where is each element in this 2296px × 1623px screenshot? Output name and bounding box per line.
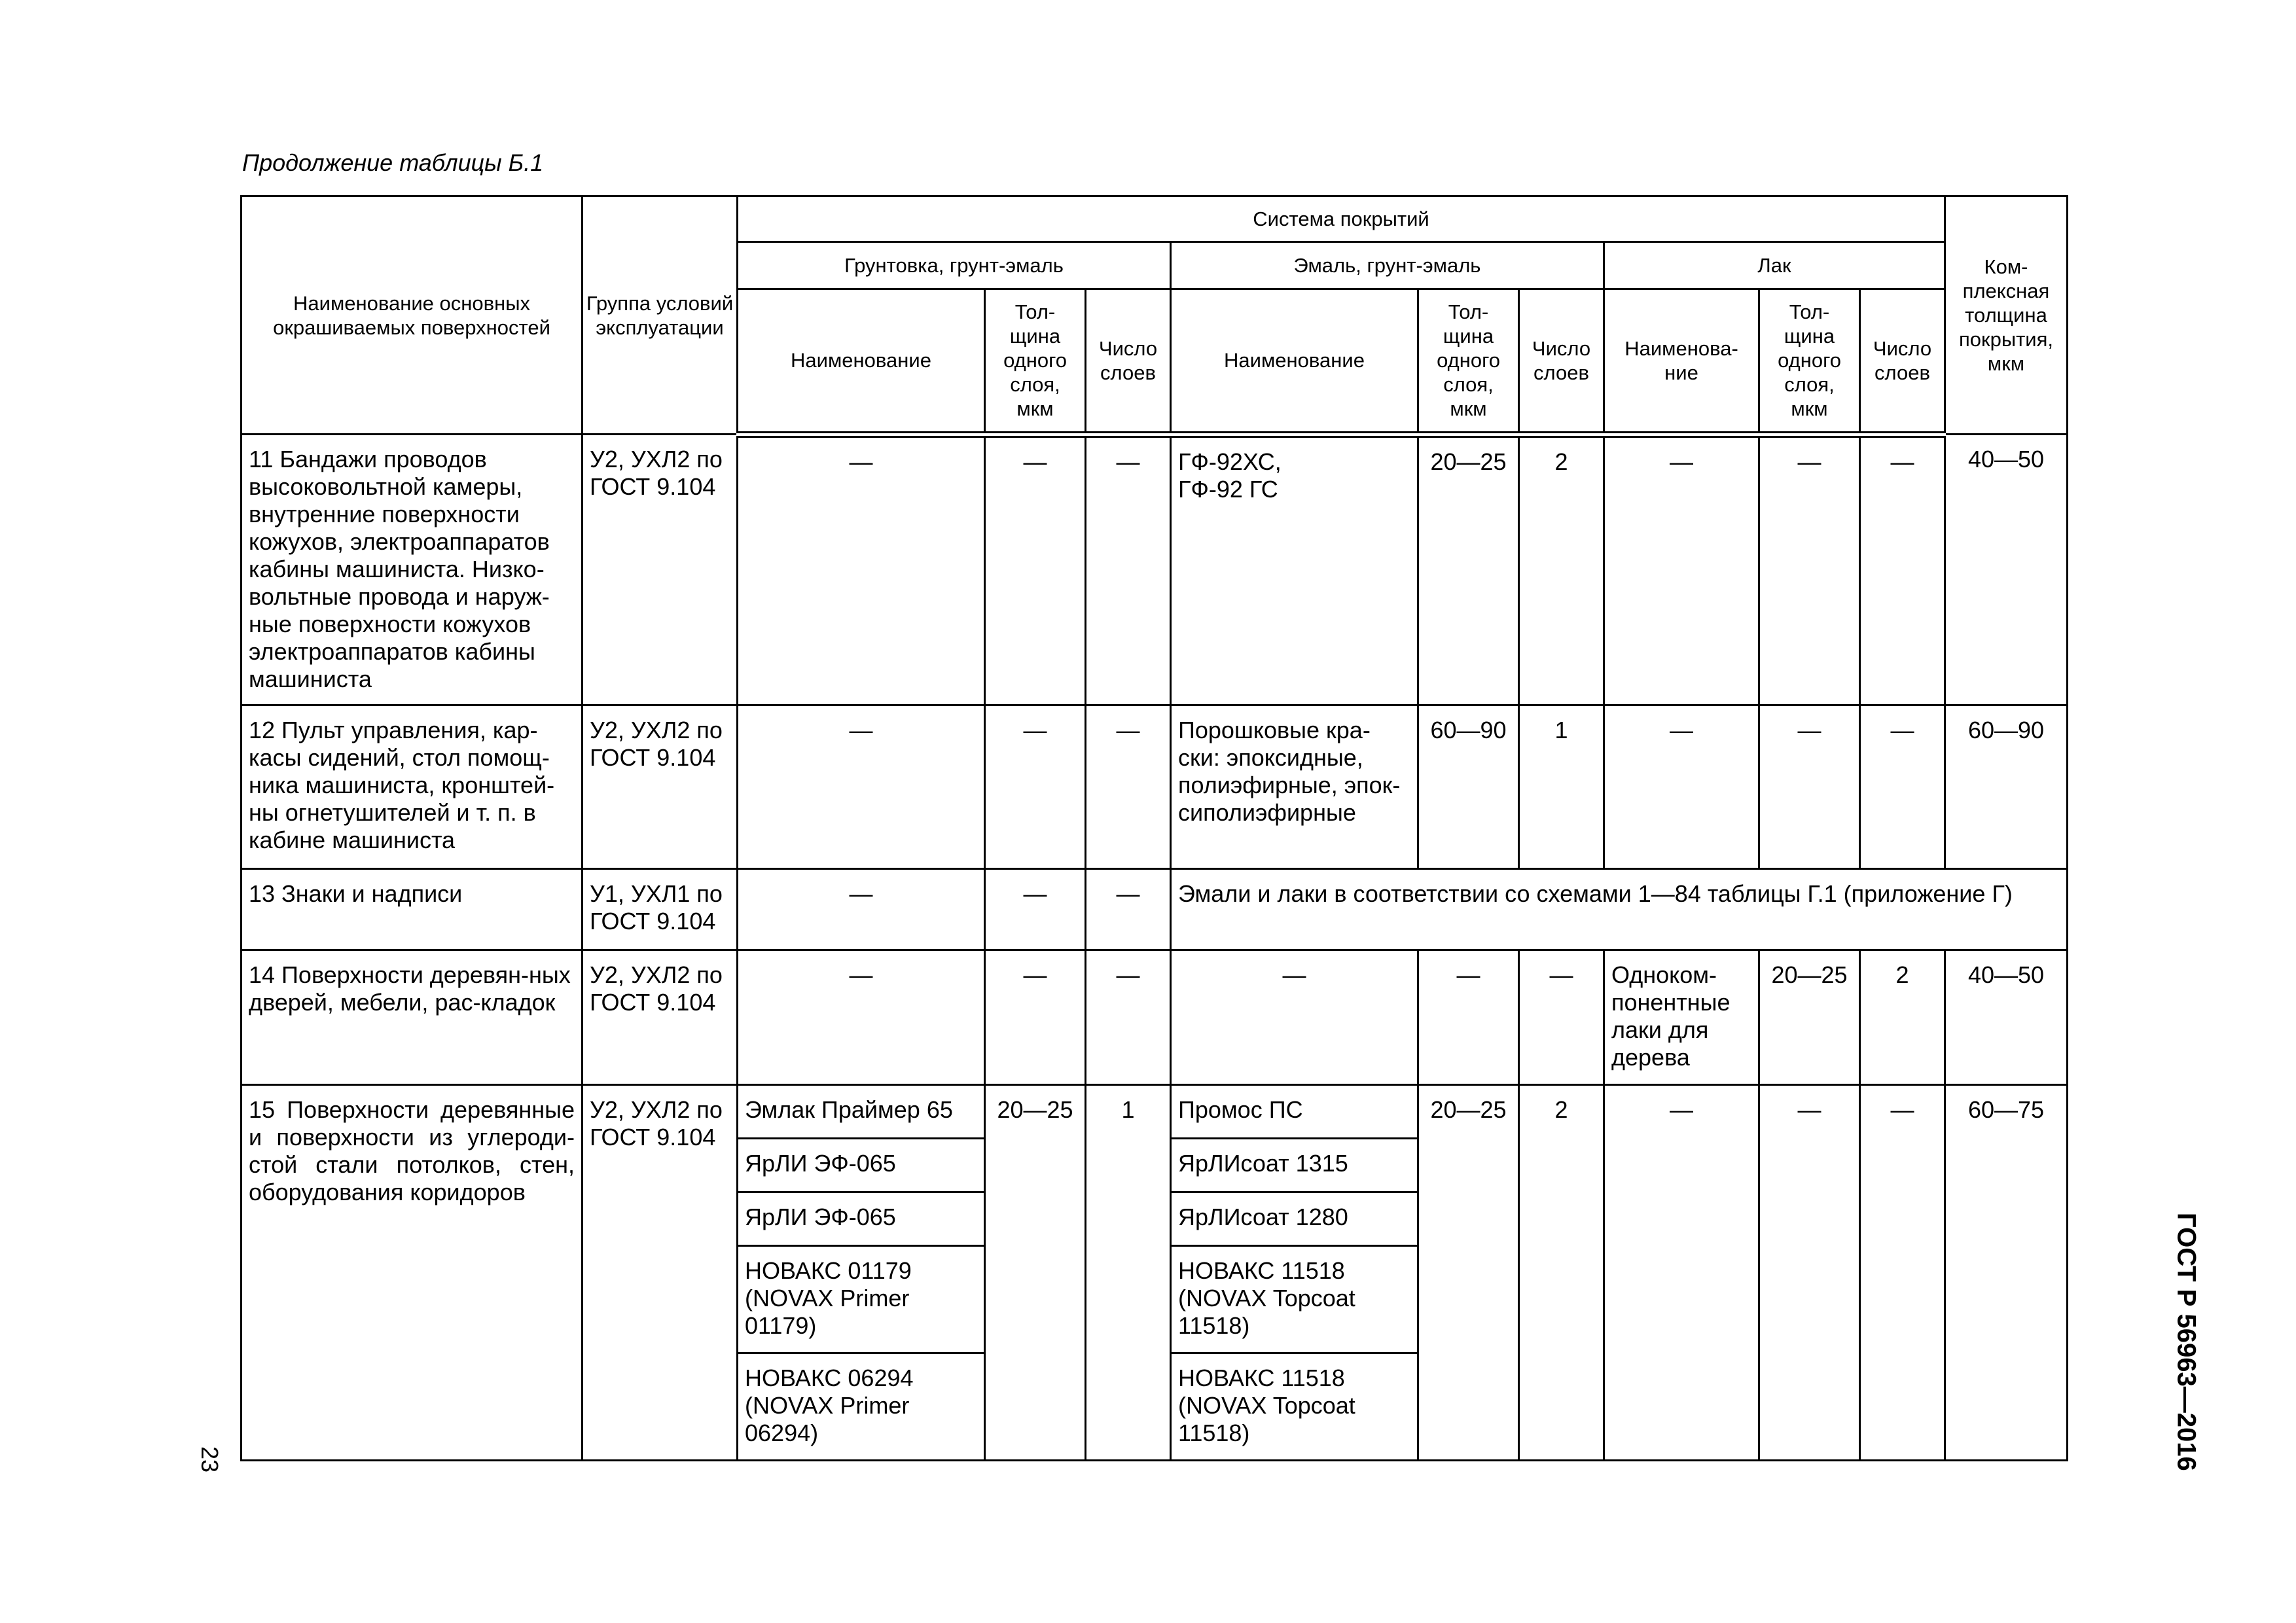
row13-primer-layers: — <box>1086 869 1171 950</box>
coating-table <box>240 195 2068 1461</box>
header-primer: Грунтовка, грунт-эмаль <box>738 242 1171 289</box>
header-group: Группа условий эксплуатации <box>583 196 738 435</box>
table-caption: Продолжение таблицы Б.1 <box>242 149 544 176</box>
row12-group: У2, УХЛ2 по ГОСТ 9.104 <box>583 705 738 869</box>
row14-varnish-name: Одноком-понентные лаки для дерева <box>1604 950 1759 1085</box>
header-varnish-name: Наименова- ние <box>1604 289 1759 435</box>
table-row <box>242 435 2068 705</box>
header-varnish-thickness: Тол- щина одного слоя, мкм <box>1759 289 1860 435</box>
row13-group: У1, УХЛ1 по ГОСТ 9.104 <box>583 869 738 950</box>
row12-total: 60—90 <box>1945 705 2068 869</box>
header-enamel: Эмаль, грунт-эмаль <box>1171 242 1604 289</box>
row15-primer-layers: 1 <box>1086 1085 1171 1461</box>
page-number: 23 <box>196 1446 223 1473</box>
row11-enamel-name: ГФ-92ХС, ГФ-92 ГС <box>1171 435 1418 705</box>
header-primer-layers: Число слоев <box>1086 289 1171 435</box>
row11-varnish-layers: — <box>1860 435 1945 705</box>
row15-surface: 15 Поверхности деревянные и поверхности из углероди-стой стали потолков, стен, оборудования коридоров <box>242 1085 583 1461</box>
header-enamel-layers: Число слоев <box>1519 289 1604 435</box>
row14-primer-thickness: — <box>985 950 1086 1085</box>
row11-primer-name: — <box>738 435 985 705</box>
row12-varnish-thickness: — <box>1759 705 1860 869</box>
row12-primer-layers: — <box>1086 705 1171 869</box>
row11-varnish-thickness: — <box>1759 435 1860 705</box>
row15-enamel-layers: 2 <box>1519 1085 1604 1461</box>
row12-enamel-layers: 1 <box>1519 705 1604 869</box>
header-varnish: Лак <box>1604 242 1945 289</box>
row14-enamel-thickness: — <box>1418 950 1519 1085</box>
row15-primer-name-2: ЯрЛИ ЭФ-065 <box>738 1139 985 1192</box>
row12-varnish-name: — <box>1604 705 1759 869</box>
row14-surface: 14 Поверхности деревян-ных дверей, мебели, рас-кладок <box>242 950 583 1085</box>
row14-total: 40—50 <box>1945 950 2068 1085</box>
header-total: Ком- плексная толщина покрытия, мкм <box>1945 196 2068 435</box>
row12-surface: 12 Пульт управления, кар-касы сидений, стол помощ-ника машиниста, кронштей-ны огнетушителей и т. п. в кабине машиниста <box>242 705 583 869</box>
row12-varnish-layers: — <box>1860 705 1945 869</box>
row15-group: У2, УХЛ2 по ГОСТ 9.104 <box>583 1085 738 1461</box>
table-body <box>242 435 2068 1461</box>
row15-varnish-layers: — <box>1860 1085 1945 1461</box>
row15-total: 60—75 <box>1945 1085 2068 1461</box>
row11-primer-layers: — <box>1086 435 1171 705</box>
document-standard-title: ГОСТ Р 56963—2016 <box>2172 1212 2201 1471</box>
row11-enamel-thickness: 20—25 <box>1418 435 1519 705</box>
row15-primer-name-3: ЯрЛИ ЭФ-065 <box>738 1192 985 1246</box>
row12-enamel-name: Порошковые кра-ски: эпоксидные, полиэфирные, эпок-сиполиэфирные <box>1171 705 1418 869</box>
row15-enamel-name-3: ЯрЛИсоат 1280 <box>1171 1192 1418 1246</box>
row15-primer-name-5: НОВАКС 06294 (NOVAX Primer 06294) <box>738 1353 985 1461</box>
row13-primer-name: — <box>738 869 985 950</box>
row15-enamel-name-4: НОВАКС 11518 (NOVAX Topcoat 11518) <box>1171 1246 1418 1353</box>
table-header <box>242 196 2068 435</box>
row15-varnish-thickness: — <box>1759 1085 1860 1461</box>
table-row <box>242 869 2068 950</box>
row14-primer-name: — <box>738 950 985 1085</box>
row12-primer-thickness: — <box>985 705 1086 869</box>
header-surfaces: Наименование основных окрашиваемых поверхностей <box>242 196 583 435</box>
header-varnish-layers: Число слоев <box>1860 289 1945 435</box>
row14-primer-layers: — <box>1086 950 1171 1085</box>
table-row <box>242 705 2068 869</box>
row13-primer-thickness: — <box>985 869 1086 950</box>
header-primer-name: Наименование <box>738 289 985 435</box>
row11-group: У2, УХЛ2 по ГОСТ 9.104 <box>583 435 738 705</box>
coating-table-container <box>240 195 2068 1461</box>
header-enamel-name: Наименование <box>1171 289 1418 435</box>
row12-primer-name: — <box>738 705 985 869</box>
row15-primer-name-4: НОВАКС 01179 (NOVAX Primer 01179) <box>738 1246 985 1353</box>
row13-merged-note: Эмали и лаки в соответствии со схемами 1—84 таблицы Г.1 (приложение Г) <box>1171 869 2068 950</box>
row15-enamel-name-1: Промос ПС <box>1171 1085 1418 1139</box>
row11-varnish-name: — <box>1604 435 1759 705</box>
table-row <box>242 1085 2068 1139</box>
row14-group: У2, УХЛ2 по ГОСТ 9.104 <box>583 950 738 1085</box>
row13-surface: 13 Знаки и надписи <box>242 869 583 950</box>
row11-primer-thickness: — <box>985 435 1086 705</box>
row11-enamel-layers: 2 <box>1519 435 1604 705</box>
row15-primer-thickness: 20—25 <box>985 1085 1086 1461</box>
table-row <box>242 950 2068 1085</box>
row11-total: 40—50 <box>1945 435 2068 705</box>
row15-primer-name-1: Эмлак Праймер 65 <box>738 1085 985 1139</box>
row14-enamel-name: — <box>1171 950 1418 1085</box>
header-enamel-thickness: Тол- щина одного слоя, мкм <box>1418 289 1519 435</box>
row15-enamel-name-5: НОВАКС 11518 (NOVAX Topcoat 11518) <box>1171 1353 1418 1461</box>
row14-varnish-layers: 2 <box>1860 950 1945 1085</box>
row14-varnish-thickness: 20—25 <box>1759 950 1860 1085</box>
header-system: Система покрытий <box>738 196 1945 242</box>
row14-enamel-layers: — <box>1519 950 1604 1085</box>
row15-enamel-thickness: 20—25 <box>1418 1085 1519 1461</box>
header-primer-thickness: Тол- щина одного слоя, мкм <box>985 289 1086 435</box>
row15-enamel-name-2: ЯрЛИсоат 1315 <box>1171 1139 1418 1192</box>
row11-surface: 11 Бандажи проводов высоковольтной камеры, внутренние поверхности кожухов, электроаппаратов кабины машиниста. Низко-вольтные провода и наруж-ные поверхности кожухов электроаппаратов кабины машиниста <box>242 435 583 705</box>
row15-varnish-name: — <box>1604 1085 1759 1461</box>
row12-enamel-thickness: 60—90 <box>1418 705 1519 869</box>
